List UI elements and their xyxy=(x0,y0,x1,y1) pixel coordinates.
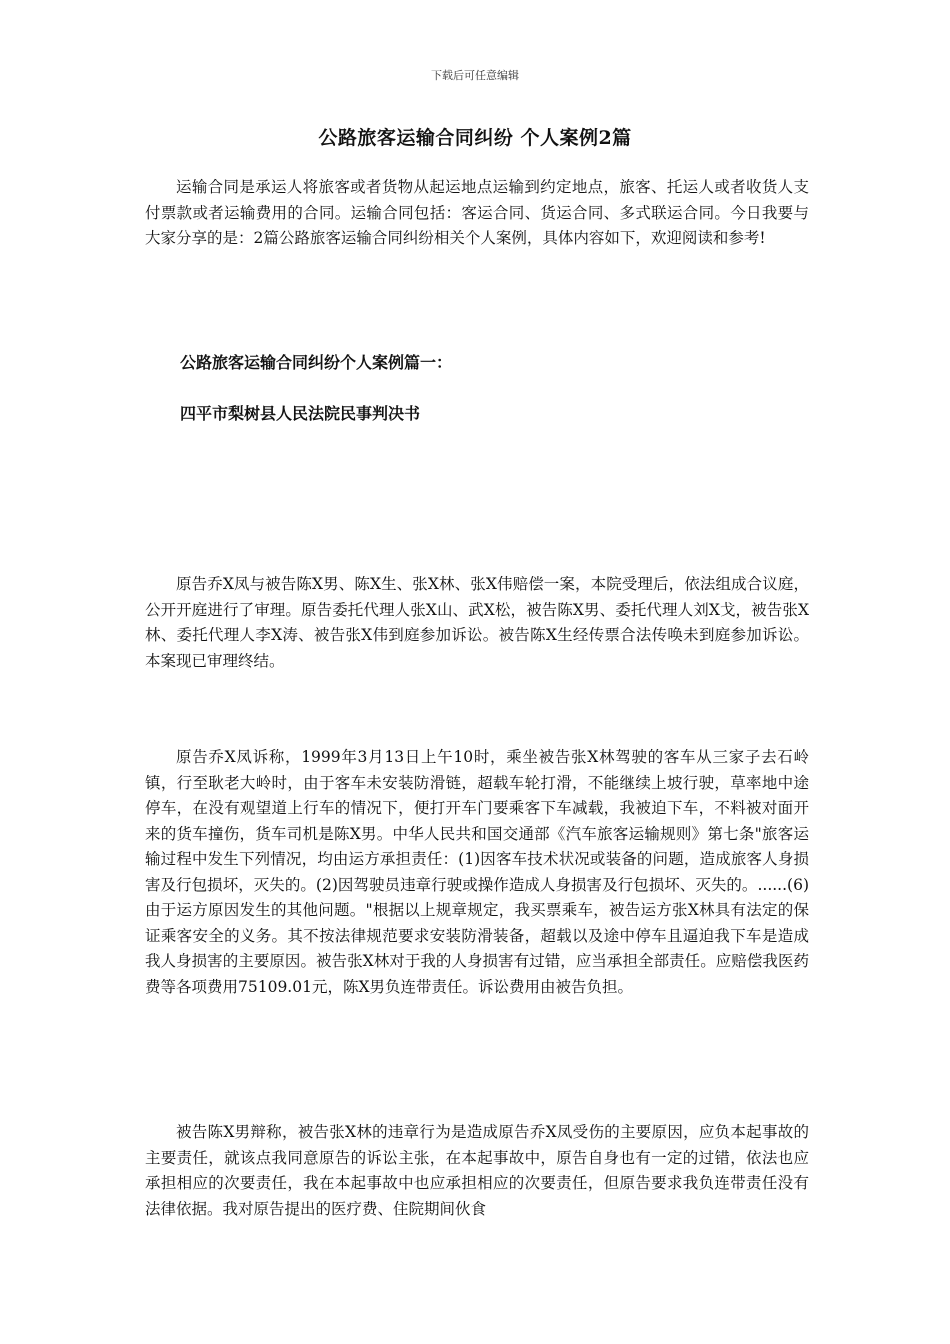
header-note: 下载后可任意编辑 xyxy=(431,69,519,82)
paragraph-defendant-reply: 被告陈X男辩称，被告张X林的违章行为是造成原告乔X凤受伤的主要原因，应负本起事故的主要责任，就该点我同意原告的诉讼主张，在本起事故中，原告自身也有一定的过错，依法也应承担相应的次要责任，我在本起事故中也应承担相应的次要责任，但原告要求我负连带责任没有法律依据。我对原告提出的医疗费、住院期间伙食 xyxy=(145,1123,809,1218)
document-title: 公路旅客运输合同纠纷 个人案例2篇 xyxy=(318,127,632,149)
paragraph-case-summary: 原告乔X凤与被告陈X男、陈X生、张X林、张X伟赔偿一案，本院受理后，依法组成合议庭，公开开庭进行了审理。原告委托代理人张X山、武X松，被告陈X男、委托代理人刘X戈，被告张X林、委托代理人李X涛、被告张X伟到庭参加诉讼。被告陈X生经传票合法传唤未到庭参加诉讼。本案现已审理终结。 xyxy=(145,575,809,670)
court-heading: 四平市梨树县人民法院民事判决书 xyxy=(180,404,421,423)
section-heading: 公路旅客运输合同纠纷个人案例篇一： xyxy=(180,353,453,372)
intro-paragraph: 运输合同是承运人将旅客或者货物从起运地点运输到约定地点，旅客、托运人或者收货人支付票款或者运输费用的合同。运输合同包括：客运合同、货运合同、多式联运合同。今日我要与大家分享的是：2篇公路旅客运输合同纠纷相关个人案例，具体内容如下，欢迎阅读和参考! xyxy=(145,178,809,247)
paragraph-plaintiff-claim: 原告乔X凤诉称，1999年3月13日上午10时，乘坐被告张X林驾驶的客车从三家子去石岭镇，行至耿老大岭时，由于客车未安装防滑链，超载车轮打滑，不能继续上坡行驶，草率地中途停车，在没有观望道上行车的情况下，便打开车门要乘客下车减载，我被迫下车，不料被对面开来的货车撞伤，货车司机是陈X男。中华人民共和国交通部《汽车旅客运输规则》第七条"旅客运输过程中发生下列情况，均由运方承担责任：(1)因客车技术状况或装备的问题，造成旅客人身损害及行包损坏，灭失的。(2)因驾驶员违章行驶或操作造成人身损害及行包损坏、灭失的。......(6)由于运方原因发生的其他问题。"根据以上规章规定，我买票乘车，被告运方张X林具有法定的保证乘客安全的义务。其不按法律规范要求安装防滑装备，超载以及途中停车且逼迫我下车是造成我人身损害的主要原因。被告张X林对于我的人身损害有过错，应当承担全部责任。应赔偿我医药费等各项费用75109.01元，陈X男负连带责任。诉讼费用由被告负担。 xyxy=(145,748,809,996)
